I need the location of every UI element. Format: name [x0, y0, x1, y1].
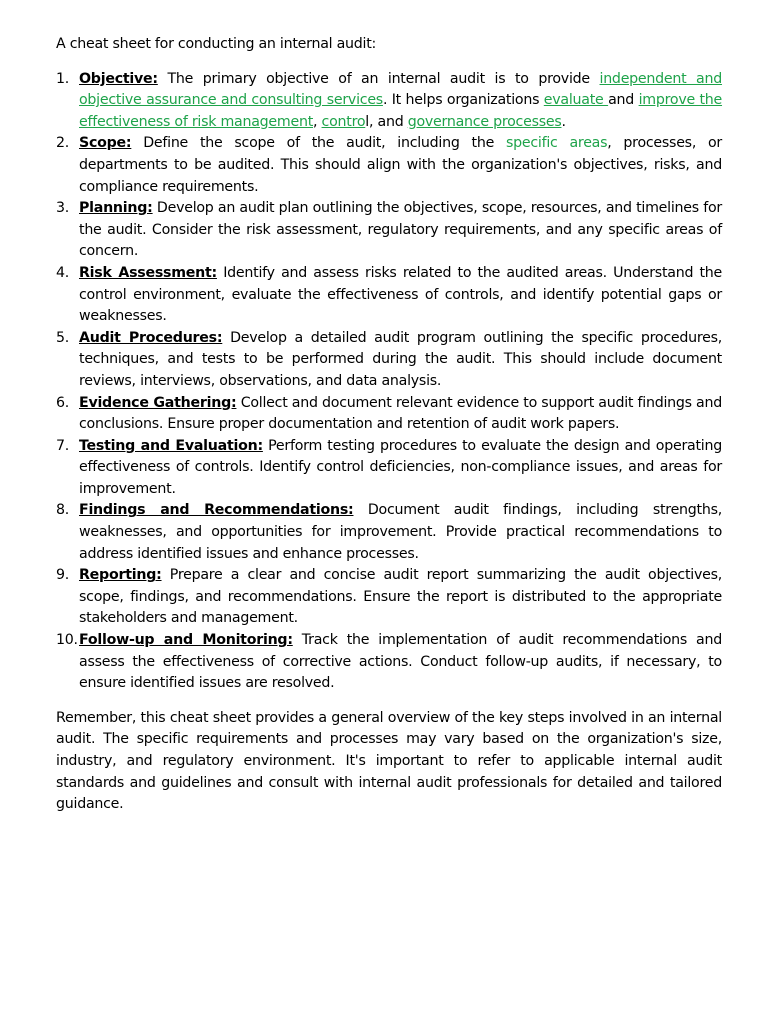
item-text: Develop an audit plan outlining the objectives, scope, resources, and timelines for the audit. Consider the risk assessment, regulatory requirements, and any specific areas of concern.	[79, 200, 722, 260]
item-number: 4.	[56, 264, 70, 281]
link-control[interactable]: contro	[321, 113, 366, 130]
item-text: Prepare a clear and concise audit report summarizing the audit objectives, scope, findings, and recommendations. Ensure the report is distributed to the appropriate stakeholders and management.	[79, 567, 722, 627]
link-independent-assurance[interactable]: independent and objective assurance and consulting services	[79, 70, 723, 109]
item-text: Develop a detailed audit program outlining the specific procedures, techniques, and tests to be performed during the audit. This should include document reviews, interviews, observations, and data analysis.	[79, 329, 722, 389]
list-item-audit-procedures	[56, 328, 722, 393]
item-text: l, and	[365, 113, 408, 130]
link-evaluate[interactable]: evaluate	[543, 92, 609, 109]
item-text: The primary objective of an internal audit is to provide	[157, 70, 600, 87]
item-text: . It helps organizations	[382, 92, 544, 109]
item-text: .	[561, 113, 566, 130]
item-heading: Scope:	[79, 135, 132, 152]
item-number: 5.	[56, 329, 70, 346]
list-item-objective	[56, 69, 722, 134]
list-item-scope	[56, 133, 722, 198]
item-number: 6.	[56, 394, 70, 411]
list-item-risk-assessment	[56, 263, 722, 328]
list-item-findings-recommendations	[56, 500, 722, 565]
item-number: 3.	[56, 200, 70, 217]
item-text: Define the scope of the audit, including the	[131, 135, 506, 152]
item-number: 10.	[56, 632, 78, 649]
list-item-evidence-gathering	[56, 393, 722, 436]
item-text: ,	[313, 113, 322, 130]
item-text: Track the implementation of audit recommendations and assess the effectiveness of corrective actions. Conduct follow-up audits, if necessary, to ensure identified issues are resolved.	[79, 632, 722, 692]
list-item-planning	[56, 198, 722, 263]
item-text: Collect and document relevant evidence to support audit findings and conclusions. Ensure proper documentation and retention of audit work papers.	[79, 394, 723, 433]
item-heading: Follow-up and Monitoring:	[79, 632, 293, 649]
item-heading: Planning:	[79, 200, 153, 217]
item-number: 1.	[56, 70, 70, 87]
item-heading: Audit Procedures:	[79, 329, 223, 346]
closing-paragraph: Remember, this cheat sheet provides a general overview of the key steps involved in an internal audit. The specific requirements and processes may vary based on the organization's size, industry, and regulatory environment. It's important to refer to applicable internal audit standards and guidelines and consult with internal audit professionals for detailed and tailored guidance.	[56, 709, 722, 813]
item-number: 7.	[56, 437, 70, 454]
item-heading: Evidence Gathering:	[79, 394, 237, 411]
link-governance-processes[interactable]: governance processes	[407, 113, 562, 130]
document-body	[56, 34, 722, 816]
item-number: 2.	[56, 135, 70, 152]
item-heading: Objective:	[79, 70, 158, 87]
item-heading: Reporting:	[79, 567, 162, 584]
link-specific-areas[interactable]: specific areas	[505, 135, 608, 152]
item-number: 9.	[56, 567, 70, 584]
item-text: and	[608, 92, 639, 109]
link-risk-management[interactable]: improve the effectiveness of risk management	[79, 92, 723, 130]
item-text: Perform testing procedures to evaluate the design and operating effectiveness of controls. Identify control deficiencies, non-compliance issues, and areas for improvement.	[79, 437, 722, 497]
item-text: Identify and assess risks related to the audited areas. Understand the control environment, evaluate the effectiveness of controls, and identify potential gaps or weaknesses.	[79, 264, 723, 325]
list-item-follow-up-monitoring	[56, 630, 722, 695]
intro-text: A cheat sheet for conducting an internal audit:	[56, 36, 377, 52]
item-number: 8.	[56, 502, 70, 519]
list-item-reporting	[56, 565, 722, 630]
item-heading: Testing and Evaluation:	[79, 437, 263, 454]
item-text: Document audit findings, including strengths, weaknesses, and opportunities for improvement. Provide practical recommendations to address identified issues and enhance processes.	[79, 502, 722, 562]
list-item-testing-evaluation	[56, 436, 722, 501]
audit-steps-list	[56, 69, 722, 695]
item-heading: Findings and Recommendations:	[79, 502, 354, 519]
item-heading: Risk Assessment:	[79, 264, 217, 281]
item-text: , processes, or departments to be audited. This should align with the organization's objectives, risks, and compliance requirements.	[79, 135, 722, 195]
